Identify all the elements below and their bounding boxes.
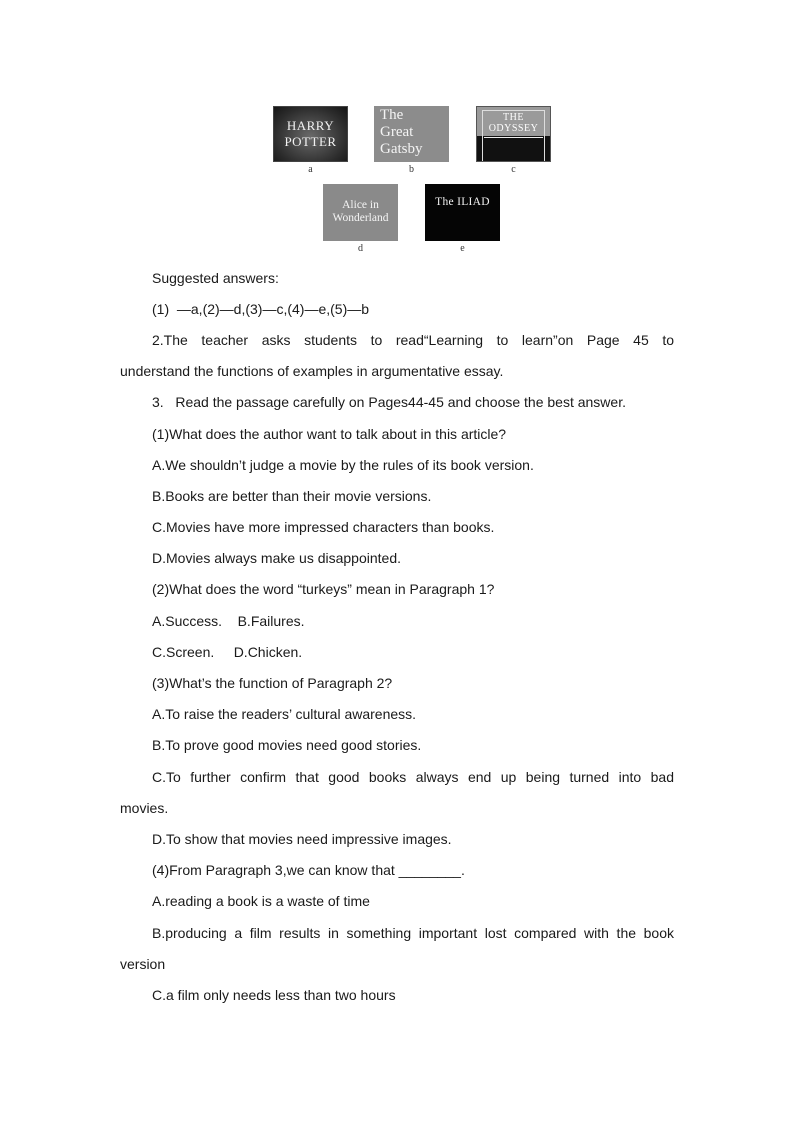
cover-image-a (273, 106, 348, 162)
part-4-question: (4)From Paragraph 3,we can know that ________. (152, 862, 465, 878)
part-1-option-b: B.Books are better than their movie versions. (152, 488, 432, 504)
cover-title-line: The (380, 107, 404, 123)
part-4-option-a: A.reading a book is a waste of time (152, 893, 370, 909)
cover-title-line: ODYSSEY (488, 123, 539, 134)
cover-alice-in-wonderland (323, 184, 398, 255)
part-4-option-b-line-1: B.producing a film results in something important lost compared with the book (152, 925, 674, 941)
cover-label: d (358, 243, 363, 254)
cover-label: b (409, 164, 414, 175)
part-1-option-c: C.Movies have more impressed characters than books. (152, 519, 495, 535)
cover-title-line: Wonderland (332, 212, 389, 224)
part-3-option-c-line-1: C.To further confirm that good books always end up being turned into bad (152, 769, 674, 785)
cover-image-d (323, 184, 398, 241)
part-1-option-d: D.Movies always make us disappointed. (152, 550, 402, 566)
answer-key: (1) —a,(2)—d,(3)—c,(4)—e,(5)—b (152, 301, 370, 317)
cover-label: a (308, 164, 313, 175)
cover-title-line: HARRY (286, 118, 335, 133)
cover-label: c (511, 164, 516, 175)
cover-odyssey (476, 106, 551, 176)
cover-title-line: Great (380, 124, 414, 140)
part-2-options-cd: C.Screen. D.Chicken. (152, 644, 303, 660)
cover-image-c (476, 106, 551, 162)
part-4-option-c: C.a film only needs less than two hours (152, 987, 396, 1003)
cover-iliad (425, 184, 500, 255)
part-3-option-c-line-2: movies. (120, 800, 169, 816)
cover-harry-potter (273, 106, 348, 176)
question-3-instruction: 3. Read the passage carefully on Pages44-45 and choose the best answer. (152, 394, 626, 410)
cover-title (477, 112, 550, 134)
cover-image-b (374, 106, 449, 162)
cover-title-line: Gatsby (380, 141, 423, 157)
cover-title-line: POTTER (284, 134, 337, 149)
cover-title-line: THE (503, 112, 524, 123)
part-2-question: (2)What does the word “turkeys” mean in Paragraph 1? (152, 581, 495, 597)
cover-title-line: Alice in (342, 199, 379, 211)
cover-label: e (460, 243, 465, 254)
cover-great-gatsby (374, 106, 449, 176)
suggested-answers-heading: Suggested answers: (152, 270, 279, 286)
part-1-option-a: A.We shouldn’t judge a movie by the rules of its book version. (152, 457, 534, 473)
part-3-question: (3)What’s the function of Paragraph 2? (152, 675, 393, 691)
part-3-option-a: A.To raise the readers’ cultural awareness. (152, 706, 417, 722)
part-2-options-ab: A.Success. B.Failures. (152, 613, 305, 629)
part-3-option-d: D.To show that movies need impressive images. (152, 831, 452, 847)
part-3-option-b: B.To prove good movies need good stories. (152, 737, 422, 753)
part-1-question: (1)What does the author want to talk about in this article? (152, 426, 507, 442)
cover-image-e (425, 184, 500, 241)
part-4-option-b-line-2: version (120, 956, 166, 972)
cover-title-line: The ILIAD (435, 196, 490, 208)
question-2-line-1: 2.The teacher asks students to read“Learning to learn”on Page 45 to (152, 332, 674, 348)
question-2-line-2: understand the functions of examples in argumentative essay. (120, 363, 504, 379)
